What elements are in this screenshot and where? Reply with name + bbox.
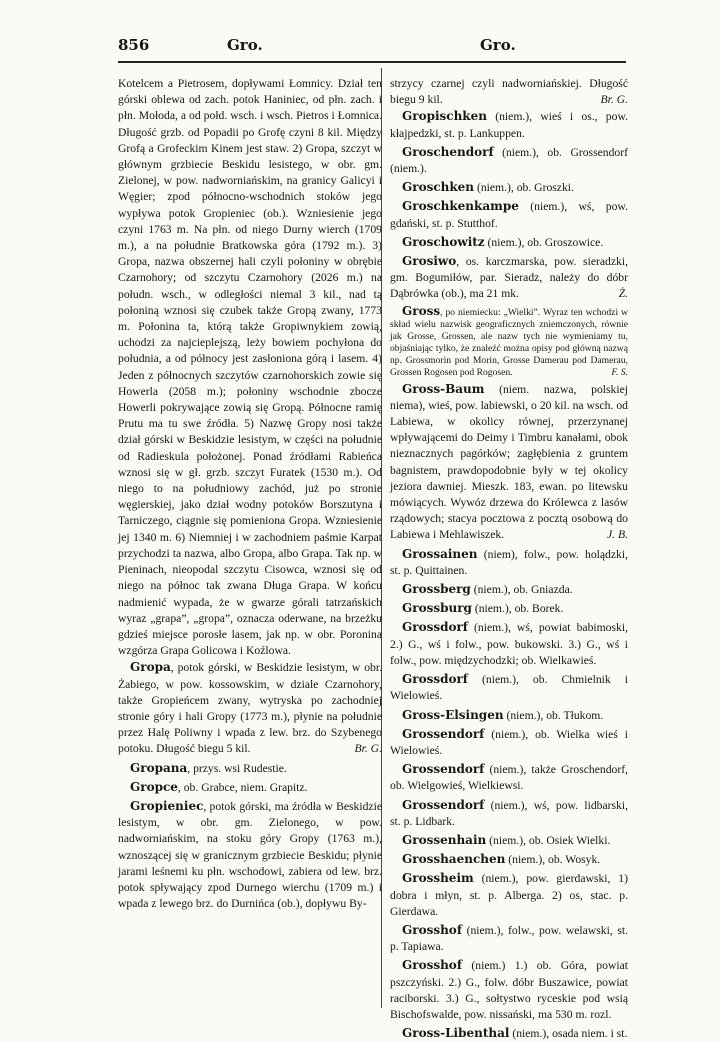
dictionary-entry	[390, 381, 628, 544]
entry-headword: Gropischken	[402, 109, 487, 124]
dictionary-entry	[118, 779, 382, 796]
entry-headword: Gross-Baum	[402, 381, 485, 396]
entry-headword: Gropana	[130, 760, 188, 775]
entry-headword: Groschowitz	[402, 234, 485, 249]
entry-signature: F. S.	[611, 366, 628, 378]
running-headword-right: Gro.	[480, 36, 516, 54]
entry-headword: Grossheim	[402, 871, 474, 886]
entry-text: (niem.), osada niem. i st.	[509, 1027, 628, 1041]
dictionary-entry	[390, 198, 628, 231]
entry-text: , po niemiecku: „Wielki”. Wyraz ten wchodzi w skład wielu nazwisk geograficznych zniemczonych, równie jak Grosse, Grossen, ale nazw tych nie wymieniamy tu, objaśniając tylko, że znaleźć można opisy pod główną nazwą np. Grossmorin pod Morin, Grosse Damerau pod Damerau, Grossen Rogosen pod Rogosen.	[390, 306, 628, 378]
entry-signature: Br. G.	[354, 742, 382, 756]
entry-headword: Grossendorf	[402, 797, 485, 812]
dictionary-entry	[390, 707, 628, 724]
dictionary-entry	[390, 870, 628, 920]
dictionary-entry	[390, 234, 628, 251]
entry-headword: Grossburg	[402, 601, 472, 616]
dictionary-entry	[390, 797, 628, 830]
entry-signature: Br. G.	[600, 93, 628, 107]
entry-text: (niem.), wś, pow. gdański, st. p. Stutthof.	[390, 200, 628, 230]
left-column	[118, 76, 382, 912]
dictionary-entry	[390, 761, 628, 794]
dictionary-entry	[390, 851, 628, 868]
entry-text: (niem.), ob. Grossendorf (niem.).	[390, 145, 628, 176]
entry-headword: Gropa	[130, 660, 171, 675]
left-entries	[118, 659, 382, 912]
entry-headword: Gropieniec	[130, 798, 204, 813]
dictionary-entry	[118, 760, 382, 777]
dictionary-entry	[390, 108, 628, 141]
entry-headword: Groschendorf	[402, 144, 494, 159]
entry-headword: Grosshof	[402, 958, 462, 973]
entry-text: (niem.), także Groschendorf, ob. Wielgowieś, Wielkiewsi.	[390, 763, 628, 793]
entry-headword: Grossdorf	[402, 672, 468, 687]
entry-text: , ob. Grabce, niem. Grapitz.	[177, 780, 308, 794]
dictionary-entry	[390, 619, 628, 669]
entry-headword: Grosshof	[402, 922, 462, 937]
dictionary-entry	[118, 659, 382, 757]
entry-text: , przys. wsi Rudestie.	[187, 761, 287, 775]
continuation-text: strzycy czarnej czyli nadworniańskiej. Długość biegu 9 kil.	[390, 77, 628, 107]
entry-text: (niem.), folw., pow. welawski, st. p. Tapiawa.	[390, 923, 628, 954]
entry-headword: Grossenhain	[402, 832, 487, 847]
entry-text: (niem.), ob. Tłukom.	[503, 708, 604, 722]
entry-headword: Grossainen	[402, 546, 478, 561]
entry-text: (niem. nazwa, polskiej niema), wieś, pow. labiewski, o 20 kil. na wsch. od Labiewa, w okolicy równej, przerzynanej wpływającemi do Deimy i Timbru kanałami, obok nieznacznych pagórków; zagłębienia z gruntem bagnistem, prawdopodobnie były w tej okolicy jeziora dawniej. Mieszk. 183, ewan. po litewsku mówiących. Wywóz drzewa do Królewca z lasów rządowych; stacya pocztowa z pocztą osobową do Labiewa i Mehlawiszek.	[390, 382, 628, 542]
dictionary-entry	[390, 144, 628, 177]
dictionary-entry	[390, 305, 628, 379]
header-rule	[118, 61, 626, 63]
entry-headword: Grossdorf	[402, 620, 468, 635]
dictionary-entry	[390, 726, 628, 759]
entry-headword: Gross-Libenthal	[402, 1026, 510, 1041]
entry-text: (niem), folw., pow. holądzki, st. p. Quittainen.	[390, 547, 628, 577]
entry-headword: Groschkenkampe	[402, 199, 519, 214]
running-headword-left: Gro.	[227, 36, 263, 54]
entry-text: (niem.), ob. Groszki.	[474, 181, 574, 195]
entry-text: (niem.), ob. Chmielnik i Wielowieś.	[390, 673, 628, 703]
page-header	[118, 32, 623, 56]
dictionary-entry	[390, 832, 628, 849]
entry-text: , potok górski, w Beskidzie lesistym, w obr. Żabiego, w pow. kossowskim, w dziale Czarnohory, także Gropieńcem zwany, wytryska po zachodniej stronie góry i hali Gropy (1773 m.), płynie na południe przez Halę Poliwny i wpada z lew. brz. do Szybenego potoku. Długość biegu 5 kil.	[118, 661, 382, 756]
dictionary-entry	[390, 922, 628, 955]
dictionary-entry	[390, 546, 628, 579]
right-column	[390, 76, 628, 1042]
entry-signature: Ż.	[618, 287, 628, 301]
page-number: 856	[118, 36, 150, 54]
dictionary-entry	[390, 1025, 628, 1042]
entry-headword: Grossendorf	[402, 726, 485, 741]
entry-text: (niem.) 1.) ob. Góra, powiat pszczyński. 2.) G., folw. dóbr Buszawice, powiat raciborski. 3.) G., sołtystwo ryceskie pod wsią Bischofswalde, pow. nissański, ma 530 m. rozl.	[390, 959, 628, 1021]
entry-headword: Gross-Elsingen	[402, 707, 504, 722]
dictionary-entry	[390, 600, 628, 617]
entry-text: (niem.), ob. Wielka wieś i Wielowieś.	[390, 727, 628, 757]
dictionary-entry	[390, 253, 628, 303]
dictionary-entry	[390, 671, 628, 704]
entry-continuation	[390, 76, 628, 108]
entry-text: (niem.), ob. Borek.	[471, 602, 564, 616]
entry-text: (niem.), wieś i os., pow. kłajpedzki, st. p. Lankuppen.	[390, 110, 628, 140]
dictionary-entry	[118, 798, 382, 912]
entry-text: (niem.), wś, powiat babimoski, 2.) G., wś i folw., pow. bukowski. 3.) G., wś i folw., pow. międzychodzki; ob. Wielkawieś.	[390, 621, 628, 667]
right-entries	[390, 108, 628, 1042]
entry-headword: Grossberg	[402, 582, 471, 597]
dictionary-entry	[390, 581, 628, 598]
entry-headword: Grossendorf	[402, 762, 485, 777]
entry-signature: J. B.	[606, 528, 628, 542]
dictionary-entry	[390, 179, 628, 196]
entry-headword: Groschken	[402, 180, 475, 195]
entry-headword: Gropce	[130, 779, 178, 794]
entry-headword: Gross	[402, 303, 441, 318]
entry-headword: Grosshaenchen	[402, 852, 506, 867]
entry-text: (niem.), ob. Osiek Wielki.	[486, 833, 611, 847]
entry-text: , os. karczmarska, pow. sieradzki, gm. Bogumiłów, par. Sieradz, należy do dóbr Dąbrówka (ob.), ma 21 mk.	[390, 255, 628, 301]
entry-text: (niem.), pow. gierdawski, 1) dobra i młyn, st. p. Alberga. 2) os, stac. p. Gierdawa.	[390, 872, 628, 918]
entry-continuation: Kotelcem a Pietrosem, dopływami Łomnicy. Dział ten górski oblewa od zach. potok Haniniec, od płn. zach. i płn. Mołoda, a od połd. wsch. i wsch. Pietros i Łomnica. Długość grzb. od Popadii po Grofę czyni 8 kil. Między Grofą a Grofeckim Kinem jest staw. 2) Gropa, szczyt w głównym grzbiecie Beskidu lesistego, w obr. gm. Zielonej, w pow. nadworniańskim, na granicy Galicyi i Węgier; zpod północno-wschodnich stoków jego wypływa potok Gropieniec (ob.). Wzniesienie jego czyni 1763 m. Na płn. od niego Durny wierch (1709 m.), a na południe Bratkowska góra (1792 m.). 3) Gropa, nazwa obszernej hali czyli połoniny w obrębie Czarnohory; od szczytu Czarnohory (2026 m.) na połudn. wsch., w odległości niemal 3 kil., nad tą połoniną wznosi się czubek także Gropą zwany, 1773 m. Połonina ta, którą także Gropiwnykiem zowią, uchodzi za najcieplejszą, leży bowiem pochyłona do południa, a od północy jest zasłoniona górą i lasem. 4) Jeden z północnych szczytów czarnohorskich zowie się Howerla (2058 m.); połoniny wschodnie zbocze Howerli pokrywające zowią się Gropą. Północne ramię Prutu ma tu swe źródła. 5) Nazwę Gropy nosi także dział górski w Beskidzie lesistym, w części na południe od Radieskula położonej. Ponad źródłami Rabieńca wznosi się w gł. grzb. szczyt Furatek (1530 m.). Od niego to na południowy zachód, już po stronie węgierskiej, jako dział wodny potoków Borszutyna i Tarniczego, ciągnie się pomieniona Gropa. Wzniesienie jej 1340 m. 6) Niemniej i w zachodniem paśmie Karpat przychodzi ta nazwa, albo Gropa, albo Grapa. Tak np. w Pieninach, nieopodal szczytu Cisowca, wznosi się od niego na północ tak zwana Długa Grapa. W końcu nadmienić wypada, że w gwarze górali tatrzańskich wyraz „grapa”, „gropa”, oznacza oderwane, na brzeżku gdzieś miejsce porosłe lasem, jak np. w obr. Poronina wzgórza Grapa Golicowa i Koźlowa.	[118, 77, 382, 658]
entry-headword: Grosiwo	[402, 254, 457, 269]
entry-text: , potok górski, ma źródła w Beskidzie lesistym, w obr. gm. Zielonego, w pow. nadworniańskim, na stoku góry Gropy (1763 m.), wznoszącej się w granicznym grzbiecie Beskidu; płynie jarami leśnemi ku płn. wschodowi, zabiera od lew. brz. potok spływający zpod Durnego wierchu (1709 m.) i wpada z lewego brz. do Durnińca (ob.), dopływu By-	[118, 799, 382, 911]
entry-text: (niem.), ob. Gniazda.	[470, 583, 573, 597]
entry-text: (niem.), wś, pow. lidbarski, st. p. Lidbark.	[390, 798, 628, 828]
dictionary-entry	[390, 957, 628, 1023]
entry-text: (niem.), ob. Groszowice.	[484, 235, 604, 249]
entry-text: (niem.), ob. Wosyk.	[505, 853, 601, 867]
